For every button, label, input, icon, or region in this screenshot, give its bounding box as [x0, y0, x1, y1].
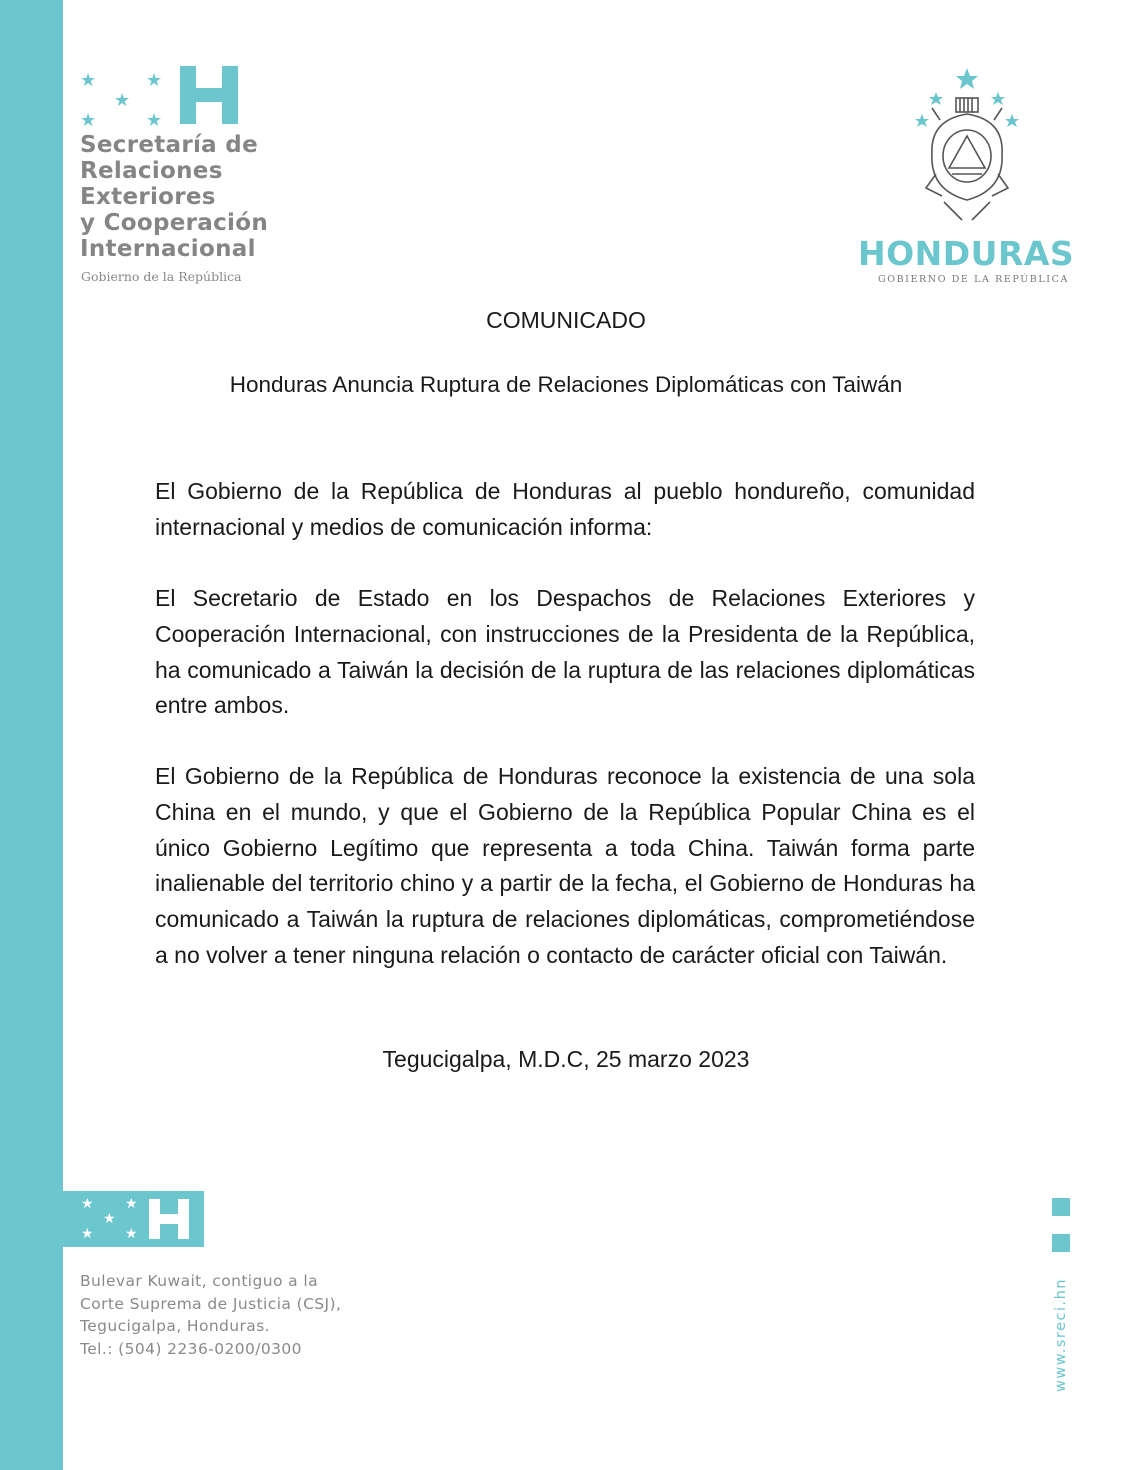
footer-address [80, 1270, 341, 1360]
footer-badge: ★ ★ ★ ★ ★ [63, 1191, 204, 1247]
ministry-name-line: Secretaría de [80, 132, 258, 158]
government-subtitle: GOBIERNO DE LA REPÚBLICA [878, 274, 1069, 285]
ministry-name [80, 132, 320, 262]
ministry-name-line: Internacional [80, 236, 256, 262]
honduras-brand: HONDURAS [858, 234, 1075, 273]
address-line: Bulevar Kuwait, contiguo a la [80, 1272, 319, 1290]
document-subtitle: Honduras Anuncia Ruptura de Relaciones Diplomáticas con Taiwán [229, 372, 903, 397]
paragraph: El Gobierno de la República de Honduras al pueblo hondureño, comunidad internacional y medios de comunicación informa: [155, 478, 975, 540]
ministry-name-line: Relaciones [80, 158, 223, 184]
address-line: Tel.: (504) 2236-0200/0300 [80, 1339, 302, 1358]
website-link[interactable]: www.sreci.hn [1053, 1278, 1069, 1392]
ministry-logo [78, 62, 318, 292]
ministry-subtitle: Gobierno de la República [81, 269, 242, 284]
decorative-square [1052, 1234, 1070, 1252]
paragraph: El Gobierno de la República de Honduras reconoce la existencia de una sola China en el mundo, y que el Gobierno de la República Popular China es el único Gobierno Legítimo que representa a toda China. Taiwán forma parte inalienable del territorio chino y a partir de la fecha, el Gobierno de Honduras ha comunicado a Taiwán la ruptura de relaciones diplomáticas, comprometiéndose a no volver a tener ninguna relación o contacto de carácter oficial con Taiwán. [155, 763, 975, 968]
paragraph: El Secretario de Estado en los Despachos de Relaciones Exteriores y Cooperación Internacional, con instrucciones de la Presidenta de la República, ha comunicado a Taiwán la decisión de la ruptura de las relaciones diplomáticas entre ambos. [155, 585, 975, 719]
ministry-name-line: Exteriores [80, 184, 216, 210]
coat-of-arms-icon [912, 64, 1022, 229]
address-line: Corte Suprema de Justicia (CSJ), [80, 1294, 342, 1313]
h-letter-icon [180, 66, 238, 124]
side-accent-bar [0, 0, 63, 1470]
document-title: COMUNICADO [486, 307, 646, 333]
decorative-square [1052, 1198, 1070, 1216]
place-and-date: Tegucigalpa, M.D.C, 25 marzo 2023 [382, 1046, 750, 1072]
h-letter-icon [149, 1199, 189, 1239]
ministry-name-line: y Cooperación [80, 210, 269, 236]
honduras-government-logo [850, 64, 1090, 294]
address-line: Tegucigalpa, Honduras. [80, 1317, 270, 1335]
stars-icon: ★ ★ ★ ★ ★ [80, 70, 163, 131]
